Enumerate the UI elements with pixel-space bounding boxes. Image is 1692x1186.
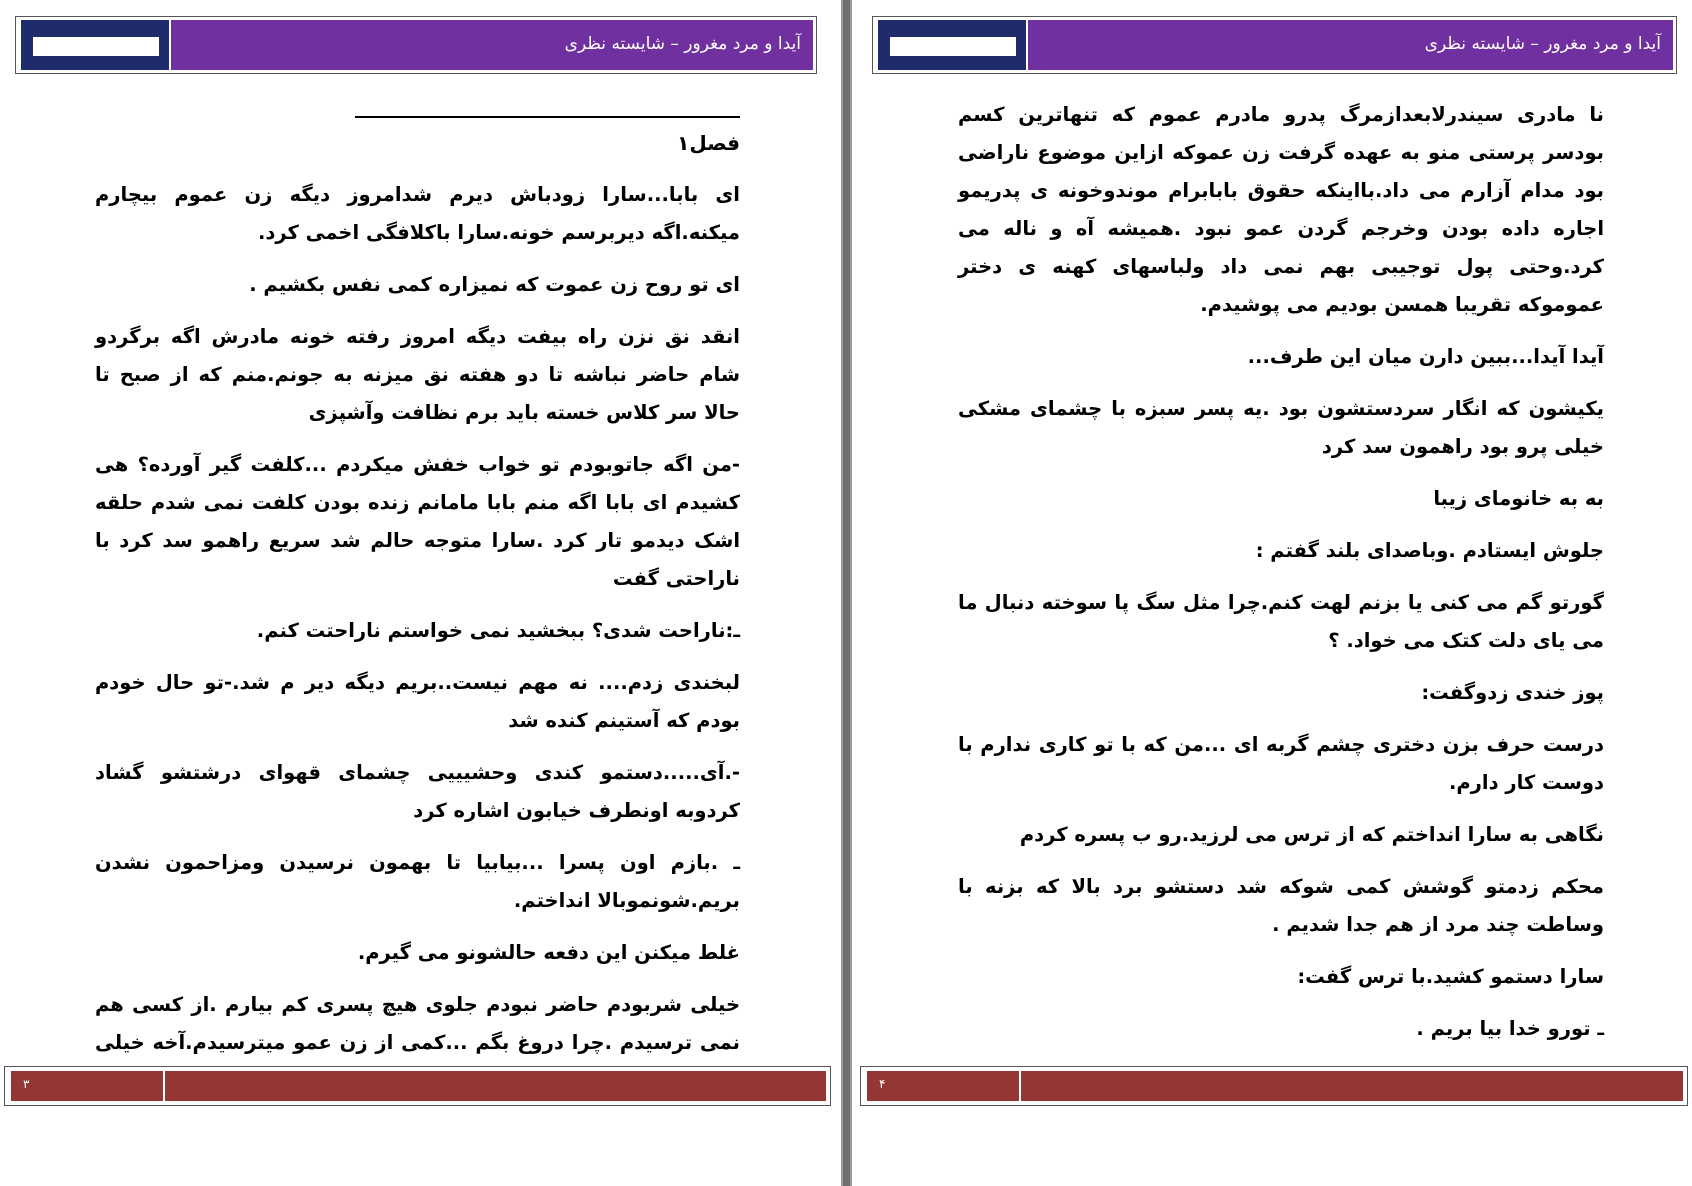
page-number: ۳ <box>23 1077 30 1091</box>
header-title: آیدا و مرد مغرور – شایسته نظری <box>1424 34 1661 54</box>
header-title-cell <box>1027 19 1674 71</box>
paragraph: سارا دستمو کشید.با ترس گفت: <box>1297 965 1604 988</box>
header-box <box>20 19 170 71</box>
header-title: آیدا و مرد مغرور – شایسته نظری <box>564 34 801 54</box>
header-title-cell <box>170 19 814 71</box>
page-footer <box>4 1066 831 1106</box>
footer-bar <box>1020 1070 1684 1102</box>
paragraph: ـ تورو خدا بیا بریم . <box>1416 1017 1604 1040</box>
left-page <box>0 0 841 1186</box>
paragraph: ـ .بازم اون پسرا ...بیابیا تا بهمون نرسیدن ومزاحمون نشدن بریم.شونموبالا انداختم. <box>95 851 740 912</box>
header-box-inner <box>890 37 1016 56</box>
paragraph: درست حرف بزن دختری چشم گربه ای ...من که با تو کاری ندارم با دوست کار دارم. <box>958 733 1604 794</box>
header-box-inner <box>33 37 159 56</box>
separator-rule <box>95 96 740 124</box>
paragraph: -من اگه جاتوبودم تو خواب خفش میکردم ...کلفت گیر آورده؟ هی کشیدم ای بابا اگه منم بابا مامانم زنده بودن کلفت نمی شدم حلقه اشک دیدمو تار کرد .سارا متوجه حالم شد سریع راهمو سد کرد با ناراحتی گفت <box>95 453 740 590</box>
paragraph: ـ:ناراحت شدی؟ ببخشید نمی خواستم ناراحتت کنم. <box>256 619 740 642</box>
paragraph: گورتو گم می کنی یا بزنم لهت کنم.چرا مثل سگ پا سوخته دنبال ما می یای دلت کتک می خواد. ؟ <box>958 591 1604 652</box>
paragraph: نگاهی به سارا انداختم که از ترس می لرزید.رو ب پسره کردم <box>1019 823 1604 846</box>
footer-bar <box>164 1070 827 1102</box>
page-header <box>872 16 1677 74</box>
paragraph: انقد نق نزن راه بیفت دیگه امروز رفته خونه مادرش اگه برگردو شام حاضر نباشه تا دو هفته نق میزنه به جونم.منم که از صبح تا حالا سر کلاس خسته باید برم نظافت وآشپزی <box>95 325 740 424</box>
paragraph: غلط میکنن این دفعه حالشونو می گیرم. <box>357 941 740 964</box>
paragraph: آیدا آیدا...ببین دارن میان این طرف... <box>1247 345 1604 368</box>
paragraph: ای تو روح زن عموت که نمیزاره کمی نفس بکشیم . <box>249 273 740 296</box>
right-page <box>852 0 1692 1186</box>
paragraph: پوز خندی زدوگفت: <box>1421 681 1604 704</box>
paragraph: ای بابا...سارا زودباش دیرم شدامروز دیگه زن عموم بیچارم میکنه.اگه دیربرسم خونه.سارا باکلافگی اخمی کرد. <box>95 183 740 244</box>
chapter-heading: فصل۱ <box>677 131 740 155</box>
paragraph: به به خانومای زیبا <box>1433 487 1604 510</box>
page-number: ۴ <box>879 1077 886 1091</box>
paragraph: نا مادری سیندرلابعدازمرگ پدرو مادرم عموم که تنهاترین کسم بودسر پرستی منو به عهده گرفت زن عموکه ازاین موضوع ناراضی بود مدام آزارم می داد.بااینکه حقوق بابابرام موندوخونه ی پدریمو اجاره داده بودن وخرجم گردن عمو نبود .همیشه آه و ناله می کرد.وحتی پول توجیبی بهم نمی داد ولباسهای کهنه ی دختر عموموکه تقریبا همسن بودیم می پوشیدم. <box>958 103 1604 316</box>
paragraph: محکم زدمتو گوشش کمی شوکه شد دستشو برد بالا که بزنه با وساطت چند مرد از هم جدا شدیم . <box>958 875 1604 936</box>
paragraph: جلوش ایستادم .وباصدای بلند گفتم : <box>1255 539 1604 562</box>
paragraph: لبخندی زدم.... نه مهم نیست..بریم دیگه دیر م شد.-تو حال خودم بودم که آستینم کنده شد <box>95 671 740 732</box>
paragraph: -.آی.....دستمو کندی وحشیییی چشمای قهوای درشتشو گشاد کردوبه اونطرف خیابون اشاره کرد <box>95 761 740 822</box>
page-gutter <box>841 0 852 1186</box>
page-number-cell <box>10 1070 164 1102</box>
paragraph: خیلی شربودم حاضر نبودم جلوی هیچ پسری کم بیارم .از کسی هم نمی ترسیدم .چرا دروغ بگم ...کمی از زن عمو میترسیدم.آخه خیلی <box>95 993 740 1054</box>
page-footer <box>860 1066 1688 1106</box>
header-box <box>877 19 1027 71</box>
page-content <box>95 96 740 1114</box>
page-header <box>15 16 817 74</box>
paragraph: یکیشون که انگار سردستشون بود .یه پسر سبزه با چشمای مشکی خیلی پرو بود راهمون سد کرد <box>958 397 1604 458</box>
page-content <box>958 96 1604 1062</box>
page-number-cell <box>866 1070 1020 1102</box>
